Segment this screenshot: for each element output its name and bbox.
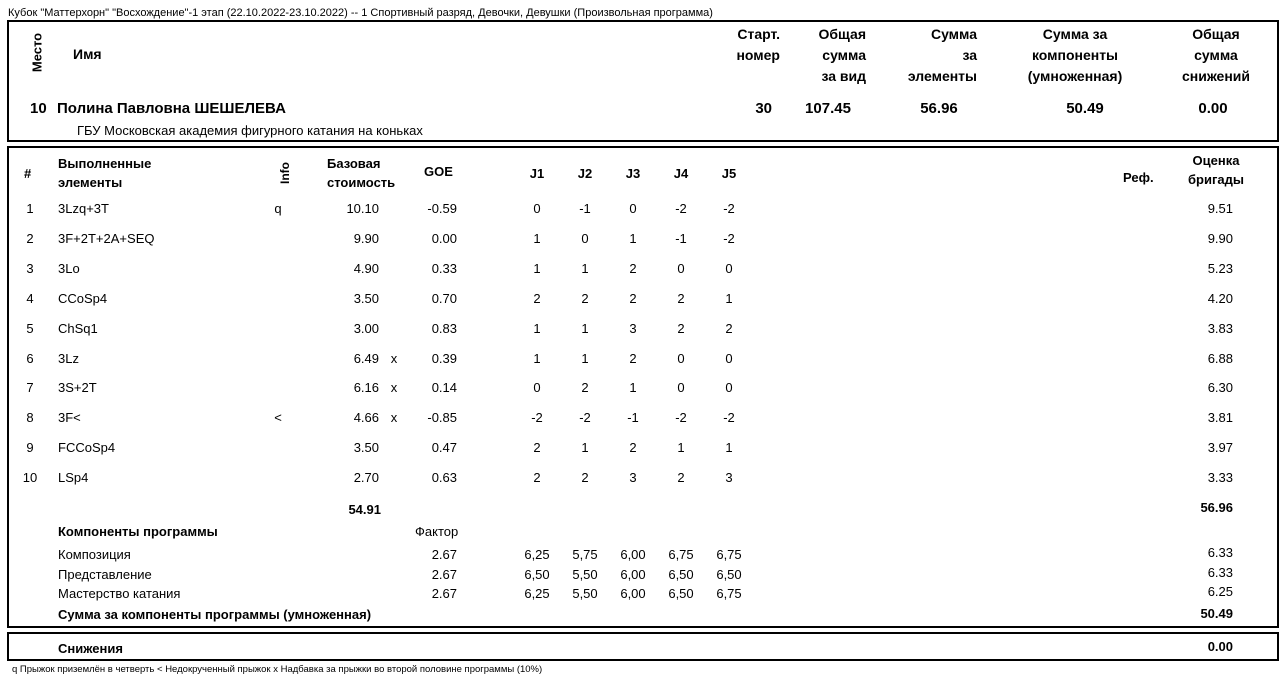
element-judge-score: 1 xyxy=(581,320,589,336)
element-judge-score: 2 xyxy=(629,260,637,276)
element-goe: -0.85 xyxy=(427,410,457,426)
component-name: Представление xyxy=(58,566,152,582)
col-element-label: Выполненные элементы xyxy=(58,156,152,190)
element-goe: 0.70 xyxy=(431,290,457,306)
component-judge-score: 6,75 xyxy=(668,547,694,562)
element-judge-score: 2 xyxy=(581,290,589,306)
skater-start-number: 30 xyxy=(755,100,772,117)
components-total-label: Сумма за компоненты программы (умноженная) xyxy=(58,607,372,622)
component-judge-score: 5,50 xyxy=(572,566,598,582)
competition-title: Кубок "Маттерхорн" "Восхождение"-1 этап (22.10.2022-23.10.2022) -- 1 Спортивный разряд, Девочки, Девушки (Произвольная программа) xyxy=(8,7,713,19)
element-judge-score: -1 xyxy=(579,201,591,216)
component-factor: 2.67 xyxy=(431,547,457,562)
element-second-half-bonus: x xyxy=(390,350,398,366)
component-judge-score: 6,25 xyxy=(524,586,550,601)
element-judge-score: 0 xyxy=(677,380,685,396)
element-base: 6.49 xyxy=(353,350,379,366)
element-base: 2.70 xyxy=(353,470,379,486)
component-judge-score: 6,00 xyxy=(620,586,646,601)
element-num: 2 xyxy=(26,230,34,246)
element-code: ChSq1 xyxy=(58,320,98,336)
element-judge-score: 2 xyxy=(629,440,637,456)
element-judge-score: -2 xyxy=(723,201,735,216)
element-judge-score: 0 xyxy=(725,350,733,366)
element-score: 4.20 xyxy=(1207,290,1233,306)
element-goe: 0.83 xyxy=(431,320,457,336)
judge-5-label: J5 xyxy=(721,166,737,181)
element-score: 3.33 xyxy=(1207,470,1233,486)
element-judge-score: -1 xyxy=(675,230,687,246)
element-goe: 0.33 xyxy=(431,260,457,276)
element-base: 9.90 xyxy=(353,230,379,246)
component-judge-score: 6,50 xyxy=(668,586,694,601)
element-second-half-bonus: x xyxy=(390,380,398,396)
element-judge-score: 1 xyxy=(581,350,589,366)
deductions-label-row: Снижения xyxy=(58,641,123,656)
skater-elements-score: 56.96 xyxy=(920,100,958,117)
element-score: 6.30 xyxy=(1207,380,1233,396)
judge-3-label: J3 xyxy=(625,166,641,181)
element-judge-score: 1 xyxy=(581,440,589,456)
col-base-label: Базовая стоимость xyxy=(327,156,396,190)
element-goe: 0.39 xyxy=(431,350,457,366)
components-score-label: Сумма за компоненты (умноженная) xyxy=(1027,26,1123,84)
element-judge-score: -2 xyxy=(675,410,687,426)
deductions-value: 0.00 xyxy=(1207,639,1233,654)
element-judge-score: -2 xyxy=(723,410,735,426)
element-judge-score: -2 xyxy=(579,410,591,426)
element-goe: 0.00 xyxy=(431,230,457,246)
element-judge-score: 2 xyxy=(533,290,541,306)
element-judge-score: 3 xyxy=(629,470,637,486)
element-score: 9.51 xyxy=(1207,201,1233,216)
element-judge-score: 0 xyxy=(677,260,685,276)
component-judge-score: 6,50 xyxy=(524,566,550,582)
element-num: 9 xyxy=(26,440,34,456)
element-base: 3.50 xyxy=(353,440,379,456)
element-judge-score: 0 xyxy=(725,380,733,396)
component-judge-score: 6,00 xyxy=(620,566,646,582)
element-goe: 0.47 xyxy=(431,440,457,456)
element-info: < xyxy=(274,410,282,426)
element-judge-score: 2 xyxy=(533,470,541,486)
element-judge-score: 2 xyxy=(677,320,685,336)
total-score-label: Общая сумма за вид xyxy=(818,26,866,84)
element-judge-score: 1 xyxy=(533,320,541,336)
element-goe: 0.63 xyxy=(431,470,457,486)
col-score-label: Оценка бригады xyxy=(1188,153,1244,187)
element-score: 3.97 xyxy=(1207,440,1233,456)
element-judge-score: 1 xyxy=(725,440,733,456)
element-judge-score: 0 xyxy=(629,201,637,216)
base-total: 54.91 xyxy=(348,502,381,517)
element-goe: -0.59 xyxy=(427,201,457,216)
element-judge-score: 1 xyxy=(629,380,637,396)
element-second-half-bonus: x xyxy=(390,410,398,426)
element-base: 3.50 xyxy=(353,290,379,306)
deductions-label: Общая сумма снижений xyxy=(1181,26,1251,84)
col-goe-label: GOE xyxy=(424,164,453,179)
element-code: 3Lo xyxy=(58,260,80,276)
element-judge-score: 0 xyxy=(533,201,541,216)
component-judge-score: 5,50 xyxy=(572,586,598,601)
name-label: Имя xyxy=(73,46,102,62)
element-judge-score: 1 xyxy=(677,440,685,456)
element-num: 7 xyxy=(26,380,34,396)
element-goe: 0.14 xyxy=(431,380,457,396)
element-judge-score: 1 xyxy=(533,260,541,276)
element-code: 3S+2T xyxy=(58,380,97,396)
element-judge-score: 1 xyxy=(629,230,637,246)
element-judge-score: -2 xyxy=(675,201,687,216)
element-judge-score: 2 xyxy=(629,290,637,306)
element-num: 1 xyxy=(26,201,34,216)
col-info-label: Info xyxy=(278,162,292,184)
element-num: 4 xyxy=(26,290,34,306)
element-num: 5 xyxy=(26,320,34,336)
element-judge-score: -1 xyxy=(627,410,639,426)
element-code: CCoSp4 xyxy=(58,290,108,306)
component-judge-score: 6,25 xyxy=(524,547,550,562)
factor-label: Фактор xyxy=(415,524,459,539)
element-base: 6.16 xyxy=(353,380,379,396)
skater-name: Полина Павловна ШЕШЕЛЕВА xyxy=(57,100,286,117)
element-score: 3.83 xyxy=(1207,320,1233,336)
components-label: Компоненты программы xyxy=(58,524,218,539)
element-judge-score: 2 xyxy=(677,470,685,486)
judge-4-label: J4 xyxy=(673,166,689,181)
component-judge-score: 6,75 xyxy=(716,586,742,601)
skater-total: 107.45 xyxy=(805,100,851,117)
element-info: q xyxy=(274,201,282,216)
component-name: Композиция xyxy=(58,547,131,562)
component-score: 6.33 xyxy=(1207,545,1233,560)
legend: q Прыжок приземлён в четверть < Недокрученный прыжок x Надбавка за прыжки во второй половине программы (10%) xyxy=(12,664,543,675)
element-judge-score: 2 xyxy=(581,380,589,396)
component-judge-score: 6,75 xyxy=(716,547,742,562)
component-judge-score: 6,50 xyxy=(668,566,694,582)
element-judge-score: 0 xyxy=(725,260,733,276)
component-factor: 2.67 xyxy=(431,586,457,601)
element-score: 5.23 xyxy=(1207,260,1233,276)
element-judge-score: 3 xyxy=(725,470,733,486)
skater-deductions: 0.00 xyxy=(1198,100,1228,117)
element-score: 9.90 xyxy=(1207,230,1233,246)
element-code: FCCoSp4 xyxy=(58,440,116,456)
element-code: 3Lz xyxy=(58,350,79,366)
judge-2-label: J2 xyxy=(577,166,593,181)
element-base: 4.66 xyxy=(353,410,379,426)
element-num: 3 xyxy=(26,260,34,276)
element-judge-score: 2 xyxy=(629,350,637,366)
element-judge-score: 1 xyxy=(581,260,589,276)
element-judge-score: 1 xyxy=(725,290,733,306)
skater-place: 10 xyxy=(30,100,47,117)
elements-score-label: Сумма за элементы xyxy=(907,26,977,84)
deductions-box xyxy=(7,632,1279,661)
element-judge-score: 2 xyxy=(677,290,685,306)
element-base: 3.00 xyxy=(353,320,379,336)
element-judge-score: 0 xyxy=(581,230,589,246)
element-judge-score: 1 xyxy=(533,230,541,246)
component-judge-score: 6,00 xyxy=(620,547,646,562)
component-judge-score: 5,75 xyxy=(572,547,598,562)
element-judge-score: -2 xyxy=(531,410,543,426)
element-code: 3Lzq+3T xyxy=(58,201,109,216)
element-judge-score: -2 xyxy=(723,230,735,246)
element-num: 8 xyxy=(26,410,34,426)
element-judge-score: 0 xyxy=(677,350,685,366)
element-judge-score: 2 xyxy=(533,440,541,456)
element-judge-score: 0 xyxy=(533,380,541,396)
component-factor: 2.67 xyxy=(431,566,457,582)
component-score: 6.33 xyxy=(1207,564,1233,580)
element-base: 10.10 xyxy=(346,201,379,216)
element-code: 3F+2T+2A+SEQ xyxy=(58,230,155,246)
judge-1-label: J1 xyxy=(529,166,545,181)
element-judge-score: 1 xyxy=(533,350,541,366)
components-total: 50.49 xyxy=(1200,606,1233,621)
score-total: 56.96 xyxy=(1200,500,1233,515)
skater-club: ГБУ Московская академия фигурного катания на коньках xyxy=(77,123,423,138)
skater-components-score: 50.49 xyxy=(1066,100,1104,117)
element-score: 6.88 xyxy=(1207,350,1233,366)
element-base: 4.90 xyxy=(353,260,379,276)
element-code: 3F< xyxy=(58,410,81,426)
col-ref-label: Реф. xyxy=(1123,170,1154,185)
element-num: 10 xyxy=(22,470,38,486)
col-num-label: # xyxy=(24,166,32,181)
component-name: Мастерство катания xyxy=(58,586,181,601)
element-judge-score: 3 xyxy=(629,320,637,336)
start-number-label: Старт. номер xyxy=(736,26,780,63)
element-judge-score: 2 xyxy=(725,320,733,336)
element-code: LSp4 xyxy=(58,470,89,486)
element-num: 6 xyxy=(26,350,34,366)
place-label: Место xyxy=(29,32,45,73)
component-score: 6.25 xyxy=(1207,584,1233,599)
component-judge-score: 6,50 xyxy=(716,566,742,582)
element-score: 3.81 xyxy=(1207,410,1233,426)
element-judge-score: 2 xyxy=(581,470,589,486)
